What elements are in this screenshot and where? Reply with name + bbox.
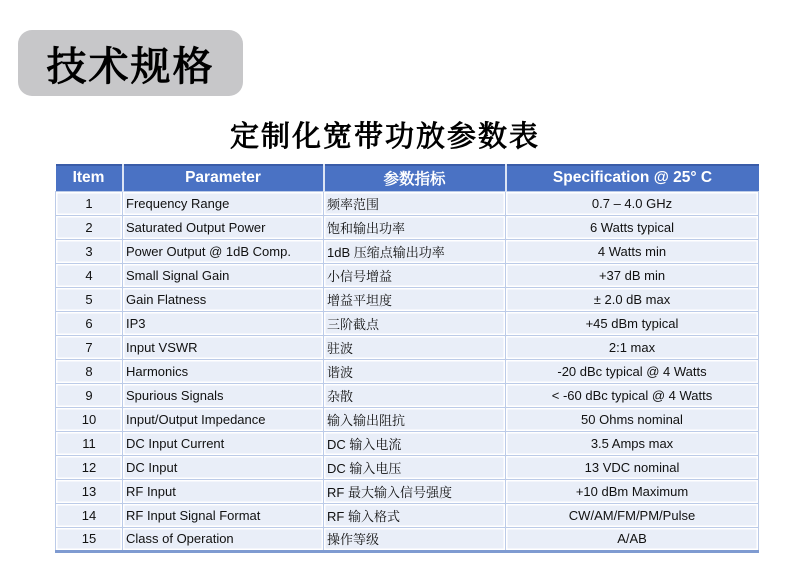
cell-specification: +45 dBm typical (506, 311, 759, 335)
table-title: 定制化宽带功放参数表 (229, 121, 540, 153)
table-row (56, 383, 759, 407)
table-row (56, 239, 759, 263)
cell-cn-parameter: 杂散 (324, 383, 506, 407)
cell-specification: +37 dB min (506, 263, 759, 287)
cell-specification: 0.7 – 4.0 GHz (506, 191, 759, 215)
table-header-row (56, 165, 759, 191)
table-row (56, 479, 759, 503)
cell-item: 9 (56, 383, 123, 407)
cell-specification: ± 2.0 dB max (506, 287, 759, 311)
cell-parameter: Saturated Output Power (123, 215, 324, 239)
cell-cn-parameter: 操作等级 (324, 527, 506, 551)
table-row (56, 431, 759, 455)
cell-specification: A/AB (506, 527, 759, 551)
table-row (56, 359, 759, 383)
cell-specification: 6 Watts typical (506, 215, 759, 239)
cell-item: 3 (56, 239, 123, 263)
cell-cn-parameter: 频率范围 (324, 191, 506, 215)
section-title-badge (18, 30, 243, 96)
spec-table-body (56, 191, 759, 551)
section-title: 技术规格 (46, 44, 215, 89)
cell-parameter: Input/Output Impedance (123, 407, 324, 431)
cell-specification: 13 VDC nominal (506, 455, 759, 479)
cell-item: 6 (56, 311, 123, 335)
cell-specification: < -60 dBc typical @ 4 Watts (506, 383, 759, 407)
table-row (56, 335, 759, 359)
cell-parameter: Spurious Signals (123, 383, 324, 407)
cell-cn-parameter: 驻波 (324, 335, 506, 359)
table-row (56, 263, 759, 287)
header-item: Item (56, 165, 123, 191)
cell-item: 5 (56, 287, 123, 311)
cell-item: 11 (56, 431, 123, 455)
cell-parameter: RF Input (123, 479, 324, 503)
cell-parameter: Class of Operation (123, 527, 324, 551)
cell-item: 10 (56, 407, 123, 431)
table-row (56, 191, 759, 215)
cell-item: 12 (56, 455, 123, 479)
cell-specification: +10 dBm Maximum (506, 479, 759, 503)
header-specification: Specification @ 25° C (506, 165, 759, 191)
cell-cn-parameter: 小信号增益 (324, 263, 506, 287)
cell-cn-parameter: 增益平坦度 (324, 287, 506, 311)
cell-cn-parameter: 三阶截点 (324, 311, 506, 335)
cell-specification: 3.5 Amps max (506, 431, 759, 455)
header-parameter: Parameter (123, 165, 324, 191)
cell-item: 14 (56, 503, 123, 527)
header-cn-parameter: 参数指标 (324, 165, 506, 191)
cell-cn-parameter: DC 输入电压 (324, 455, 506, 479)
table-row (56, 503, 759, 527)
cell-parameter: Gain Flatness (123, 287, 324, 311)
table-row (56, 311, 759, 335)
spec-table (55, 164, 759, 553)
cell-parameter: Input VSWR (123, 335, 324, 359)
cell-cn-parameter: 饱和输出功率 (324, 215, 506, 239)
cell-item: 8 (56, 359, 123, 383)
cell-item: 4 (56, 263, 123, 287)
cell-specification: 50 Ohms nominal (506, 407, 759, 431)
cell-item: 1 (56, 191, 123, 215)
cell-item: 13 (56, 479, 123, 503)
cell-cn-parameter: 1dB 压缩点输出功率 (324, 239, 506, 263)
table-row (56, 455, 759, 479)
cell-cn-parameter: 输入输出阻抗 (324, 407, 506, 431)
cell-cn-parameter: RF 最大输入信号强度 (324, 479, 506, 503)
table-row (56, 287, 759, 311)
cell-parameter: RF Input Signal Format (123, 503, 324, 527)
cell-cn-parameter: 谐波 (324, 359, 506, 383)
cell-parameter: IP3 (123, 311, 324, 335)
cell-item: 15 (56, 527, 123, 551)
cell-parameter: Harmonics (123, 359, 324, 383)
cell-specification: 4 Watts min (506, 239, 759, 263)
table-row (56, 215, 759, 239)
cell-specification: 2:1 max (506, 335, 759, 359)
cell-parameter: Frequency Range (123, 191, 324, 215)
table-row (56, 527, 759, 551)
cell-specification: -20 dBc typical @ 4 Watts (506, 359, 759, 383)
table-row (56, 407, 759, 431)
cell-specification: CW/AM/FM/PM/Pulse (506, 503, 759, 527)
cell-item: 2 (56, 215, 123, 239)
cell-cn-parameter: RF 输入格式 (324, 503, 506, 527)
cell-parameter: Small Signal Gain (123, 263, 324, 287)
spec-table-container (55, 164, 759, 553)
cell-parameter: DC Input (123, 455, 324, 479)
cell-parameter: DC Input Current (123, 431, 324, 455)
cell-parameter: Power Output @ 1dB Comp. (123, 239, 324, 263)
cell-cn-parameter: DC 输入电流 (324, 431, 506, 455)
cell-item: 7 (56, 335, 123, 359)
